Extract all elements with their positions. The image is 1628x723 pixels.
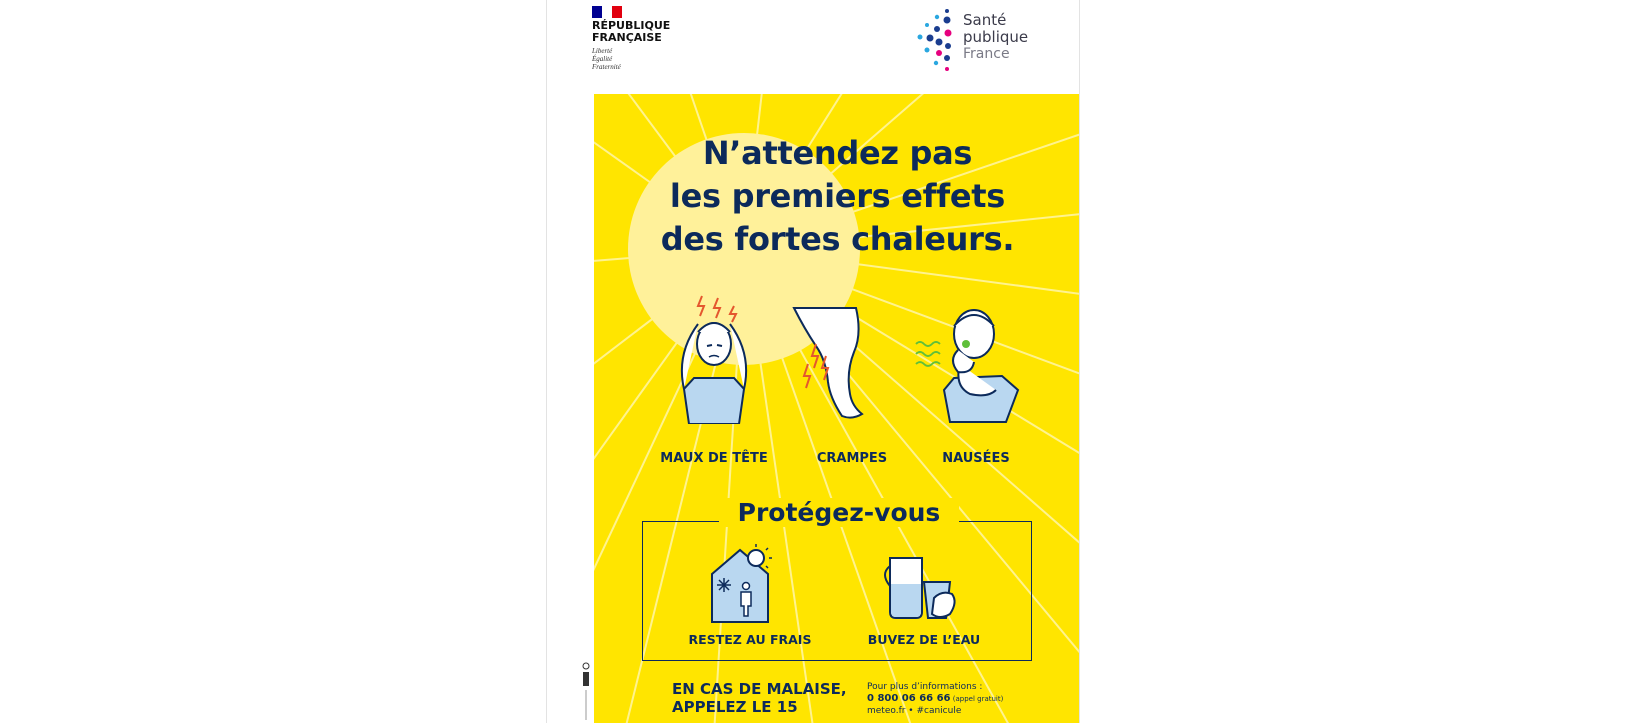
cool-house-icon [710, 544, 790, 624]
info-block [867, 681, 1003, 717]
rf-name-line2: FRANÇAISE [592, 31, 662, 44]
french-flag-icon [592, 6, 622, 18]
rf-name-line1: RÉPUBLIQUE [592, 19, 671, 32]
rf-name [592, 20, 670, 44]
symptom-label-nausea: NAUSÉES [942, 451, 1010, 466]
symptom-label-headache: MAUX DE TÊTE [660, 451, 768, 466]
heatwave-poster [594, 94, 1080, 723]
info-intro: Pour plus d’informations : [867, 682, 983, 692]
emergency-call-text [672, 680, 847, 716]
malaise-line1: EN CAS DE MALAISE, [672, 680, 847, 698]
spf-line2: publique [963, 28, 1029, 46]
headline-line1: N’attendez pas [702, 134, 973, 172]
printer-mark-icon [581, 662, 591, 722]
headache-icon [654, 294, 774, 424]
action-label-stay-cool: RESTEZ AU FRAIS [688, 632, 812, 647]
cramp-leg-icon [792, 294, 912, 424]
headline [594, 132, 1080, 261]
sante-publique-france-logo [917, 8, 1037, 76]
rf-motto-liberte: Liberté [592, 47, 613, 55]
headline-line3: des fortes chaleurs. [660, 220, 1015, 258]
spf-wordmark [963, 12, 1028, 63]
document-viewer[interactable] [546, 0, 1080, 723]
spf-line1: Santé [963, 11, 1007, 29]
spf-dots-icon [917, 8, 957, 74]
symptom-label-cramps: CRAMPES [816, 451, 888, 466]
info-phone: 0 800 06 66 66 [867, 693, 951, 704]
spf-line3: France [963, 46, 1010, 62]
action-label-drink-water: BUVEZ DE L’EAU [867, 632, 981, 647]
nausea-icon [914, 294, 1034, 424]
headline-line2: les premiers effets [669, 177, 1006, 215]
rf-motto-egalite: Égalité [592, 55, 613, 63]
water-jug-icon [884, 544, 964, 624]
protect-title: Protégez-vous [719, 498, 959, 527]
malaise-line2: APPELEZ LE 15 [672, 698, 798, 716]
rf-motto [592, 47, 670, 71]
rf-motto-fraternite: Fraternité [592, 63, 621, 71]
info-meteo: meteo.fr • #canicule [867, 706, 962, 716]
info-phone-note: (appel gratuit) [950, 695, 1004, 703]
info-phone-line [867, 693, 1003, 705]
republique-francaise-logo [592, 6, 670, 71]
